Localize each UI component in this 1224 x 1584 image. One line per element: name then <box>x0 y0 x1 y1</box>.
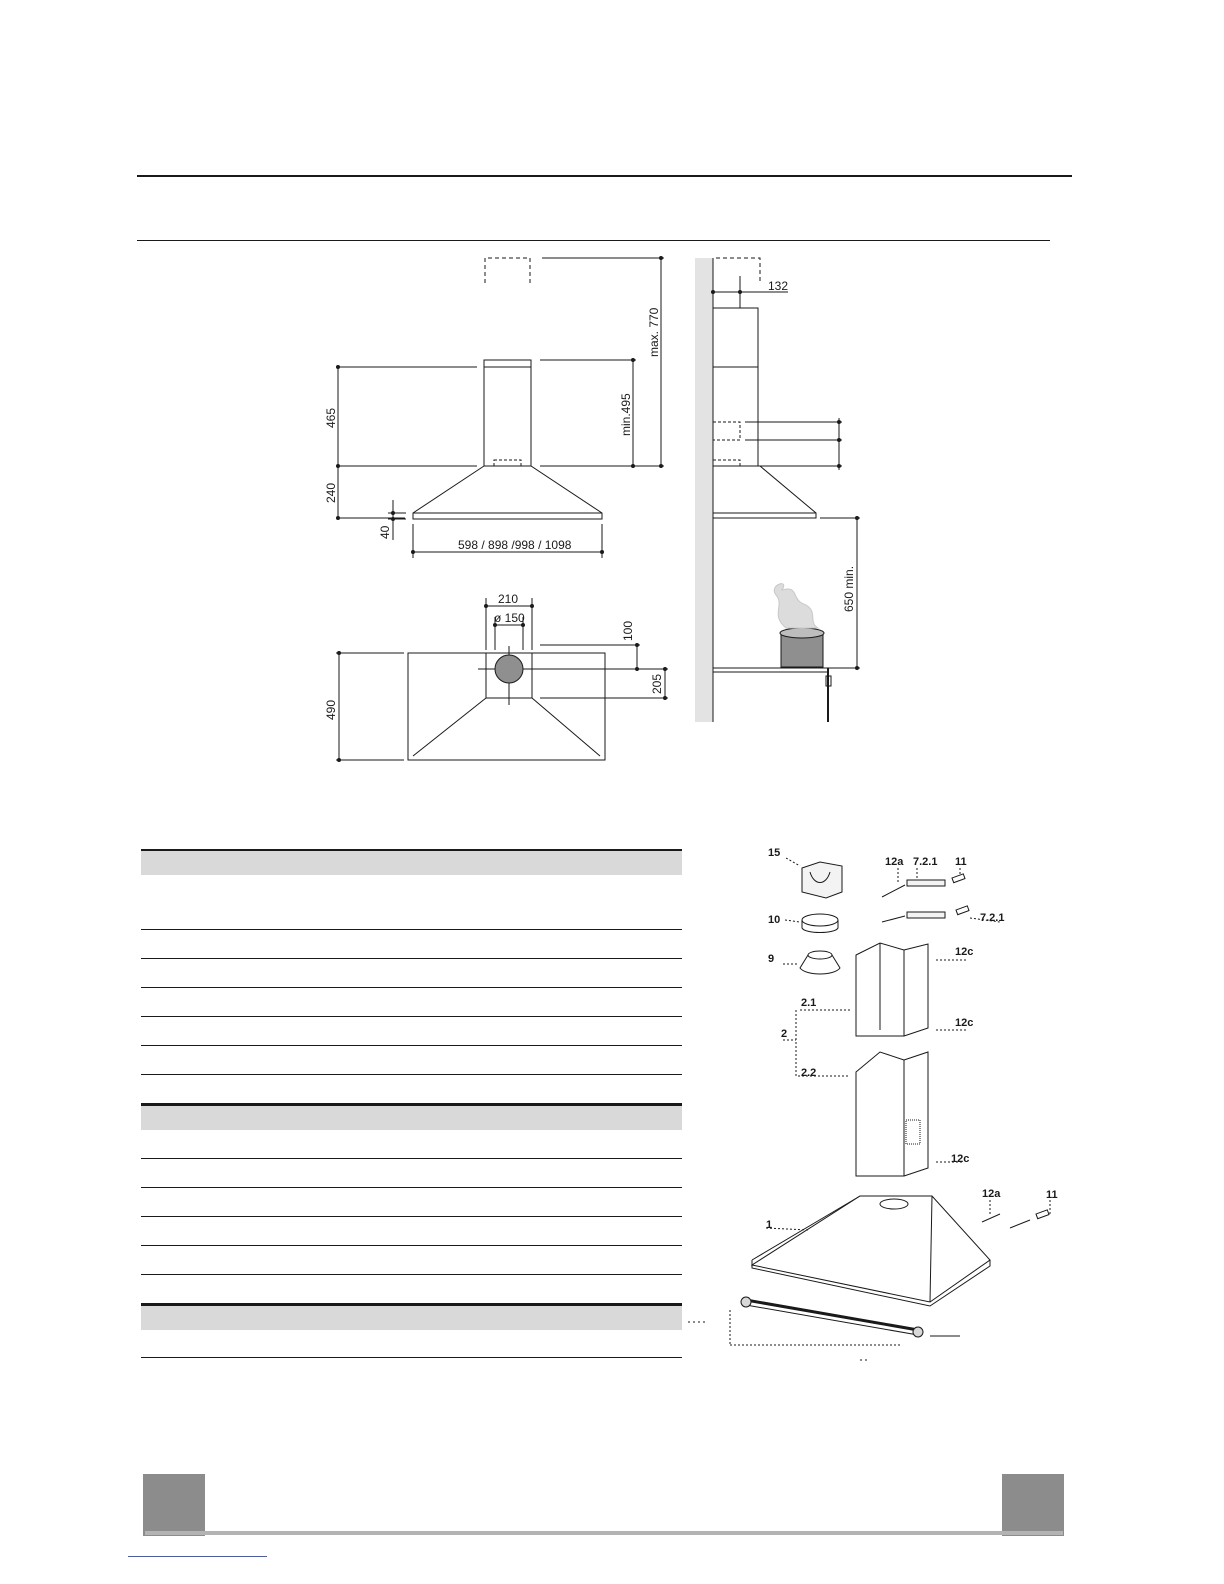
label-721-top: 7.2.1 <box>913 856 938 868</box>
label-12c-2: 12c <box>955 1017 974 1029</box>
label-721-mid: 7.2.1 <box>980 912 1005 924</box>
footer-block-right <box>1002 1474 1064 1536</box>
label-2-2: 2.2 <box>801 1067 817 1079</box>
table-row <box>141 988 682 1017</box>
dim-490: 490 <box>324 699 338 720</box>
dim-100: 100 <box>621 620 635 641</box>
table-row <box>141 1330 682 1358</box>
dim-outlet-150: ø 150 <box>494 611 525 625</box>
table-section-header <box>141 849 682 875</box>
dim-465: 465 <box>324 407 338 428</box>
dim-650-min: 650 min. <box>842 565 856 612</box>
label-9: 9 <box>768 953 775 965</box>
label-12a-bottom: 12a <box>982 1188 1001 1200</box>
table-row <box>141 930 682 959</box>
table-row <box>141 1017 682 1046</box>
table-row <box>141 1159 682 1188</box>
label-10: 10 <box>768 914 781 926</box>
dim-132: 132 <box>768 279 789 293</box>
label-11-bottom: 11 <box>1046 1189 1058 1201</box>
label-12a-top: 12a <box>885 856 904 868</box>
table-row <box>141 1130 682 1159</box>
table-row <box>141 1246 682 1275</box>
side-view-drawing <box>695 258 860 722</box>
dim-205: 205 <box>650 673 664 694</box>
table-section-header <box>141 1304 682 1330</box>
top-dim-ticks <box>337 604 667 762</box>
dim-min-495: min.495 <box>619 393 633 436</box>
exploded-parts-drawing <box>688 858 1050 1360</box>
table-section-header <box>141 1104 682 1130</box>
table-row <box>141 1046 682 1075</box>
dim-widths: 598 / 898 /998 / 1098 <box>458 538 572 552</box>
label-15: 15 <box>768 847 781 859</box>
dim-max-770: max. 770 <box>647 307 661 357</box>
table-row <box>141 1075 682 1104</box>
label-2-1: 2.1 <box>801 997 817 1009</box>
dim-210: 210 <box>498 592 519 606</box>
parts-table <box>141 849 682 1358</box>
table-row <box>141 1217 682 1246</box>
table-row <box>141 959 682 988</box>
table-row <box>141 1188 682 1217</box>
bottom-link-underline <box>128 1556 267 1557</box>
dim-240: 240 <box>324 482 338 503</box>
table-row <box>141 1275 682 1304</box>
outlet-circle <box>495 655 523 683</box>
label-1: 1 <box>766 1219 773 1231</box>
label-12c-1: 12c <box>955 946 974 958</box>
front-view-drawing <box>336 258 664 558</box>
dim-40: 40 <box>378 525 392 539</box>
label-11-top: 11 <box>955 856 967 868</box>
footer-block-left <box>143 1474 205 1536</box>
table-row <box>141 875 682 930</box>
label-2: 2 <box>781 1028 788 1040</box>
footer-line <box>145 1531 1063 1535</box>
front-dim-ticks <box>336 256 663 554</box>
label-12c-3: 12c <box>951 1153 970 1165</box>
